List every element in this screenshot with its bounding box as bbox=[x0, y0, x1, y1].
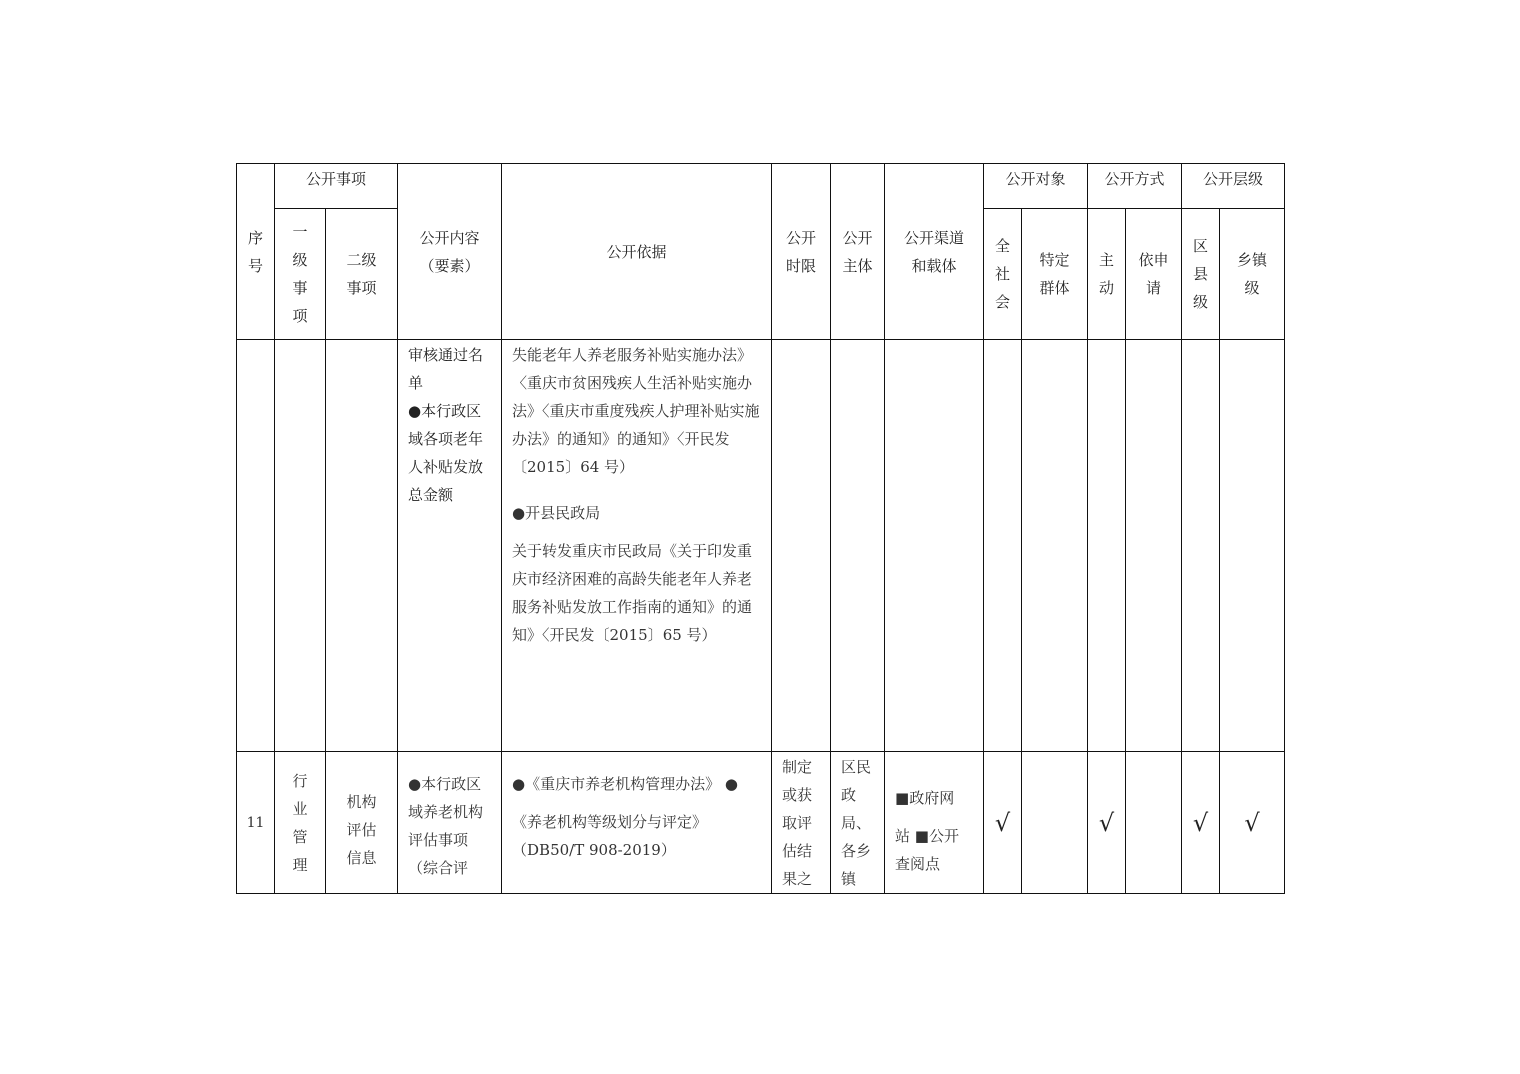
header-seq: 序号 bbox=[237, 164, 275, 340]
row-seq-cell bbox=[237, 340, 275, 752]
channel-line: 站 ■公开查阅点 bbox=[895, 827, 959, 873]
disclosure-table bbox=[236, 163, 1285, 894]
row-level1-cell bbox=[275, 340, 326, 752]
header-level-town: 乡镇级 bbox=[1220, 209, 1285, 340]
header-item-group: 公开事项 bbox=[275, 164, 398, 209]
row-level2-cell: 机构评估信息 bbox=[326, 752, 398, 894]
basis-paragraph: ●《重庆市养老机构管理办法》 ● bbox=[512, 775, 738, 793]
header-mode-group: 公开方式 bbox=[1088, 164, 1182, 209]
row-channel-cell bbox=[885, 752, 984, 894]
content-line: ●本行政区域各项老年人补贴发放总金额 bbox=[408, 402, 484, 504]
header-subject: 公开主体 bbox=[831, 164, 885, 340]
channel-line: ■政府网 bbox=[895, 789, 955, 807]
row-content-cell bbox=[398, 752, 502, 894]
header-basis: 公开依据 bbox=[502, 164, 772, 340]
row-content-cell bbox=[398, 340, 502, 752]
row-basis-cell bbox=[502, 752, 772, 894]
header-target-specific: 特定群体 bbox=[1022, 209, 1088, 340]
header-level1: 一级事项 bbox=[275, 209, 326, 340]
basis-paragraph: ●开县民政局 bbox=[512, 504, 601, 522]
row-level1-cell: 行业管理 bbox=[275, 752, 326, 894]
content-line: ●本行政区域养老机构评估事项（综合评 bbox=[408, 775, 484, 877]
table-row bbox=[237, 752, 1285, 894]
row-time-limit-cell: 制定或获取评估结果之 bbox=[772, 752, 831, 894]
header-level-county: 区县级 bbox=[1182, 209, 1220, 340]
header-level2: 二级事项 bbox=[326, 209, 398, 340]
row-subject-cell bbox=[831, 340, 885, 752]
header-content: 公开内容（要素） bbox=[398, 164, 502, 340]
header-target-all: 全社会 bbox=[984, 209, 1022, 340]
header-row-1 bbox=[237, 164, 1285, 209]
row-basis-cell bbox=[502, 340, 772, 752]
row-target-specific-cell bbox=[1022, 752, 1088, 894]
header-level-group: 公开层级 bbox=[1182, 164, 1285, 209]
basis-paragraph: 失能老年人养老服务补贴实施办法》〈重庆市贫困残疾人生活补贴实施办法》〈重庆市重度残疾人护理补贴实施办法》的通知》的通知》〈开民发〔2015〕64 号） bbox=[512, 346, 760, 476]
row-mode-request-cell bbox=[1126, 752, 1182, 894]
row-target-specific-cell bbox=[1022, 340, 1088, 752]
header-mode-active: 主动 bbox=[1088, 209, 1126, 340]
row-target-all-cell: √ bbox=[984, 752, 1022, 894]
row-mode-active-cell bbox=[1088, 340, 1126, 752]
row-target-all-cell bbox=[984, 340, 1022, 752]
row-seq-cell: 11 bbox=[237, 752, 275, 894]
row-time-limit-cell bbox=[772, 340, 831, 752]
basis-paragraph: 关于转发重庆市民政局《关于印发重庆市经济困难的高龄失能老年人养老服务补贴发放工作指南的通知》的通知》〈开民发〔2015〕65 号） bbox=[512, 542, 753, 644]
header-mode-request: 依申请 bbox=[1126, 209, 1182, 340]
row-subject-cell: 区民政局、各乡镇 bbox=[831, 752, 885, 894]
content-line: 审核通过名单 bbox=[408, 346, 484, 392]
row-level-county-cell bbox=[1182, 340, 1220, 752]
row-level2-cell bbox=[326, 340, 398, 752]
row-mode-request-cell bbox=[1126, 340, 1182, 752]
header-time-limit: 公开时限 bbox=[772, 164, 831, 340]
row-level-town-cell bbox=[1220, 340, 1285, 752]
basis-paragraph: 《养老机构等级划分与评定》（DB50/T 908-2019） bbox=[512, 813, 708, 859]
header-target-group: 公开对象 bbox=[984, 164, 1088, 209]
row-level-town-cell: √ bbox=[1220, 752, 1285, 894]
table-row bbox=[237, 340, 1285, 752]
row-mode-active-cell: √ bbox=[1088, 752, 1126, 894]
row-channel-cell bbox=[885, 340, 984, 752]
header-channel: 公开渠道和载体 bbox=[885, 164, 984, 340]
row-level-county-cell: √ bbox=[1182, 752, 1220, 894]
